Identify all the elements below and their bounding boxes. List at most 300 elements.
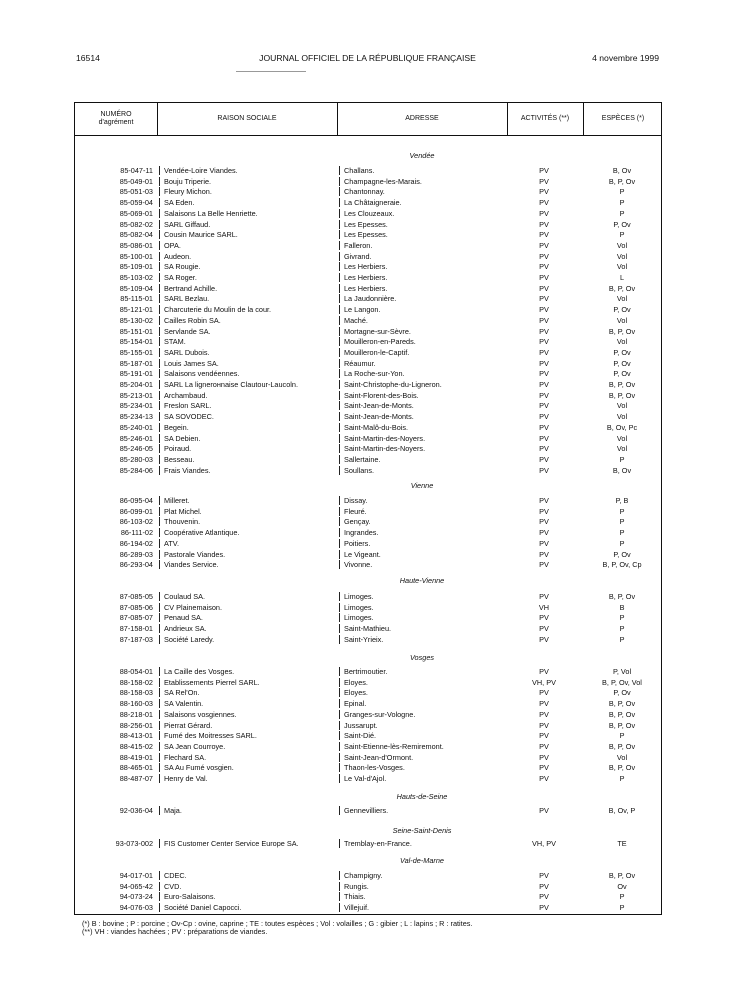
address: Thiais. bbox=[339, 892, 366, 901]
agrement-number: 85-154-01 bbox=[119, 337, 153, 347]
agrement-number: 85-121-01 bbox=[119, 305, 153, 315]
address: Mouilleron-en-Pareds. bbox=[339, 337, 416, 346]
agrement-number: 88-158-03 bbox=[119, 688, 153, 698]
address: Saint-Dié. bbox=[339, 731, 376, 740]
address: Limoges. bbox=[339, 603, 374, 612]
activities: PV bbox=[539, 401, 549, 411]
agrement-number: 85-155-01 bbox=[119, 347, 153, 357]
table-row bbox=[75, 539, 661, 550]
address: Bertrimoutier. bbox=[339, 667, 387, 676]
species: P bbox=[619, 634, 625, 644]
address: Granges-sur-Vologne. bbox=[339, 710, 415, 719]
table-row bbox=[75, 806, 661, 817]
company-name: Begein. bbox=[159, 423, 189, 432]
agrement-number: 88-415-02 bbox=[119, 741, 153, 751]
species: B, P, Ov bbox=[608, 871, 636, 880]
table-row bbox=[75, 721, 661, 732]
address: Gençay. bbox=[339, 517, 371, 526]
address: Ingrandes. bbox=[339, 528, 378, 537]
table-row bbox=[75, 550, 661, 561]
species: Vol bbox=[616, 444, 628, 454]
table-row bbox=[75, 359, 661, 370]
col-header-adresse: ADRESSE bbox=[405, 115, 439, 122]
address: Poitiers. bbox=[339, 539, 370, 548]
species: Vol bbox=[616, 752, 628, 762]
species: B, P, Ov bbox=[608, 380, 636, 389]
address: La Châtaigneraie. bbox=[339, 198, 402, 207]
activities: PV bbox=[539, 517, 549, 527]
address: Saint-Jean-de-Monts. bbox=[339, 401, 414, 410]
address: Tremblay-en-France. bbox=[339, 839, 412, 848]
address: Jussarupt. bbox=[339, 721, 378, 730]
table-row bbox=[75, 592, 661, 603]
address: Gennevilliers. bbox=[339, 806, 388, 815]
address: Chantonnay. bbox=[339, 187, 385, 196]
agrement-number: 87-085-06 bbox=[119, 602, 153, 612]
address: Les Epesses. bbox=[339, 230, 388, 239]
agrement-number: 85-082-04 bbox=[119, 230, 153, 240]
species: B, Ov, P bbox=[608, 806, 636, 815]
species: P bbox=[619, 506, 625, 516]
agrement-number: 85-246-05 bbox=[119, 444, 153, 454]
address: Mouilleron-le-Captif. bbox=[339, 348, 409, 357]
footnote-activities: (**) VH : viandes hachées ; PV : préparations de viandes. bbox=[82, 927, 268, 936]
agrement-number: 85-109-01 bbox=[119, 262, 153, 272]
table-row bbox=[75, 220, 661, 231]
issue-date: 4 novembre 1999 bbox=[592, 53, 659, 63]
table-row bbox=[75, 871, 661, 882]
agrement-number: 85-069-01 bbox=[119, 208, 153, 218]
agrement-number: 85-049-01 bbox=[119, 176, 153, 186]
species: B, P, Ov, Vol bbox=[602, 677, 642, 687]
agrement-number: 85-204-01 bbox=[119, 380, 153, 389]
agrement-number: 88-158-02 bbox=[119, 677, 153, 687]
table-row bbox=[75, 882, 661, 893]
agrement-number: 85-130-02 bbox=[119, 315, 153, 325]
activities: PV bbox=[539, 699, 549, 709]
species: P bbox=[619, 613, 625, 623]
table-row bbox=[75, 455, 661, 466]
address: Limoges. bbox=[339, 613, 374, 622]
company-name: SARL La lignerонnaise Clautour-Laucoln. bbox=[159, 380, 298, 389]
agrement-number: 85-082-02 bbox=[119, 219, 153, 229]
agrement-number: 88-256-01 bbox=[119, 720, 153, 730]
company-name: Milleret. bbox=[159, 496, 190, 505]
activities: PV bbox=[539, 412, 549, 422]
table-row bbox=[75, 560, 661, 571]
table-row bbox=[75, 466, 661, 477]
company-name: Salaisons vosgiennes. bbox=[159, 710, 237, 719]
agrement-number: 85-051-03 bbox=[119, 187, 153, 197]
company-name: CV Plainemaison. bbox=[159, 603, 222, 612]
company-name: Servlande SA. bbox=[159, 327, 211, 336]
table-row bbox=[75, 284, 661, 295]
address: Saint-Martin-des-Noyers. bbox=[339, 444, 425, 453]
table-row bbox=[75, 187, 661, 198]
activities: PV bbox=[539, 337, 549, 347]
address: Saint-Christophe-du-Ligneron. bbox=[339, 380, 442, 389]
address: Les Epesses. bbox=[339, 220, 388, 229]
agrement-number: 85-187-01 bbox=[119, 358, 153, 368]
activities: PV bbox=[539, 251, 549, 261]
section-title: Val-de-Marne bbox=[400, 856, 444, 865]
company-name: Fumé des Moitresses SARL. bbox=[159, 731, 257, 740]
species: Vol bbox=[616, 262, 628, 272]
table-row bbox=[75, 774, 661, 785]
agrement-number: 93-073-002 bbox=[115, 839, 153, 848]
agrement-number: 85-151-01 bbox=[119, 326, 153, 336]
species: B, P, Ov bbox=[608, 720, 636, 730]
species: Vol bbox=[616, 401, 628, 411]
company-name: Freslon SARL. bbox=[159, 401, 211, 410]
address: Villejuif. bbox=[339, 903, 369, 912]
company-name: Vendée-Loire Viandes. bbox=[159, 166, 238, 175]
company-name: Flechard SA. bbox=[159, 753, 206, 762]
company-name: ATV. bbox=[159, 539, 179, 548]
activities: PV bbox=[539, 208, 549, 218]
company-name: Euro-Salaisons. bbox=[159, 892, 216, 901]
table-row bbox=[75, 337, 661, 348]
activities: PV bbox=[539, 198, 549, 208]
table-row bbox=[75, 412, 661, 423]
activities: PV bbox=[539, 667, 549, 676]
col-header-numero bbox=[75, 103, 157, 135]
agrement-number: 85-213-01 bbox=[119, 390, 153, 400]
agrement-number: 94-073-24 bbox=[119, 892, 153, 902]
species: P bbox=[619, 454, 625, 464]
address: Champagne-les-Marais. bbox=[339, 177, 422, 186]
company-name: Fleury Michon. bbox=[159, 187, 212, 196]
species: B, Ov bbox=[612, 166, 632, 175]
table-row bbox=[75, 903, 661, 914]
table-row bbox=[75, 209, 661, 220]
address: Epinal. bbox=[339, 699, 366, 708]
activities: PV bbox=[539, 881, 549, 891]
address: Eloyes. bbox=[339, 678, 368, 687]
table-header bbox=[75, 103, 661, 136]
species: B, P, Ov bbox=[608, 763, 636, 773]
section-title: Vendée bbox=[409, 151, 435, 160]
footnote-rule bbox=[74, 914, 662, 915]
agrement-number: 87-187-03 bbox=[119, 634, 153, 644]
table-row bbox=[75, 517, 661, 528]
species: P bbox=[619, 624, 625, 634]
address: Saint-Jean-de-Monts. bbox=[339, 412, 414, 421]
address: Thaon-les-Vosges. bbox=[339, 763, 405, 772]
table-row bbox=[75, 294, 661, 305]
species: B, P, Ov bbox=[608, 390, 636, 400]
species: B, P, Ov bbox=[608, 592, 636, 601]
agrement-number: 88-160-03 bbox=[119, 699, 153, 709]
company-name: Charcuterie du Moulin de la cour. bbox=[159, 305, 271, 314]
table-row bbox=[75, 401, 661, 412]
company-name: Louis James SA. bbox=[159, 359, 219, 368]
species: B, Ov bbox=[612, 465, 632, 475]
company-name: SA SOVODEC. bbox=[159, 412, 214, 421]
address: Champigny. bbox=[339, 871, 382, 880]
company-name: Archambaud. bbox=[159, 391, 207, 400]
table-row bbox=[75, 391, 661, 402]
company-name: Poiraud. bbox=[159, 444, 191, 453]
agrement-number: 94-065-42 bbox=[119, 881, 153, 891]
species: Vol bbox=[616, 433, 628, 443]
activities: PV bbox=[539, 358, 549, 368]
table-row bbox=[75, 613, 661, 624]
address: Saint-Malô-du-Bois. bbox=[339, 423, 408, 432]
page-header bbox=[76, 53, 659, 65]
address: Mortagne-sur-Sèvre. bbox=[339, 327, 411, 336]
agrement-number: 87-085-07 bbox=[119, 613, 153, 623]
address: Réaumur. bbox=[339, 359, 376, 368]
species: B, P, Ov bbox=[608, 699, 636, 709]
activities: PV bbox=[539, 176, 549, 186]
address: Le Val-d'Ajol. bbox=[339, 774, 386, 783]
activities: PV bbox=[539, 592, 549, 601]
company-name: SARL Bezlau. bbox=[159, 294, 209, 303]
table-row bbox=[75, 348, 661, 359]
table-row bbox=[75, 496, 661, 507]
activities: VH bbox=[538, 602, 550, 612]
company-name: Penaud SA. bbox=[159, 613, 203, 622]
company-name: Société Daniel Capocci. bbox=[159, 903, 241, 912]
table-row bbox=[75, 710, 661, 721]
species: P, Ov bbox=[613, 219, 631, 229]
species: B, Ov, Pc bbox=[606, 422, 638, 432]
company-name: Cailles Robin SA. bbox=[159, 316, 221, 325]
activities: PV bbox=[539, 720, 549, 730]
company-name: Besseau. bbox=[159, 455, 194, 464]
page-number: 16514 bbox=[76, 53, 100, 63]
address: Vivonne. bbox=[339, 560, 372, 569]
company-name: Thouvenin. bbox=[159, 517, 200, 526]
company-name: SA Roger. bbox=[159, 273, 197, 282]
company-name: SA Jean Courroye. bbox=[159, 742, 225, 751]
table-row bbox=[75, 742, 661, 753]
table-row bbox=[75, 369, 661, 380]
address: Saint-Etienne-lès-Remiremont. bbox=[339, 742, 444, 751]
approval-table bbox=[74, 102, 662, 915]
activities: PV bbox=[539, 454, 549, 464]
species: P, Ov bbox=[613, 305, 631, 315]
table-row bbox=[75, 423, 661, 434]
activities: PV bbox=[539, 444, 549, 454]
agrement-number: 87-085-05 bbox=[119, 592, 153, 601]
table-row bbox=[75, 688, 661, 699]
company-name: Coopérative Atlantique. bbox=[159, 528, 239, 537]
activities: PV bbox=[539, 369, 549, 379]
species: P, Ov bbox=[613, 347, 631, 357]
species: TE bbox=[617, 839, 627, 848]
species: Vol bbox=[616, 315, 628, 325]
agrement-number: 88-487-07 bbox=[119, 774, 153, 783]
table-row bbox=[75, 166, 661, 177]
activities: VH, PV bbox=[532, 839, 556, 848]
table-row bbox=[75, 230, 661, 241]
address: Saint-Jean-d'Ormont. bbox=[339, 753, 413, 762]
table-row bbox=[75, 241, 661, 252]
species: B, P, Ov bbox=[608, 326, 636, 336]
species: P bbox=[619, 538, 625, 548]
activities: PV bbox=[539, 230, 549, 240]
activities: PV bbox=[539, 506, 549, 516]
agrement-number: 87-158-01 bbox=[119, 624, 153, 634]
species: Vol bbox=[616, 337, 628, 347]
species: Vol bbox=[616, 412, 628, 422]
address: Givrand. bbox=[339, 252, 372, 261]
activities: PV bbox=[539, 806, 549, 815]
company-name: FIS Customer Center Service Europe SA. bbox=[159, 839, 299, 848]
activities: VH, PV bbox=[532, 677, 556, 687]
table-row bbox=[75, 699, 661, 710]
species: Vol bbox=[616, 251, 628, 261]
agrement-number: 88-465-01 bbox=[119, 763, 153, 773]
footnote-species: (*) B : bovine ; P : porcine ; Ov-Cp : ovine, caprine ; TE : toutes espèces ; Vol : volailles ; G : gibier ; L : lapins ; R : ratites. bbox=[82, 919, 473, 928]
section-title: Haute-Vienne bbox=[399, 576, 445, 585]
activities: PV bbox=[539, 688, 549, 698]
activities: PV bbox=[539, 187, 549, 197]
col-header-numero-label: NUMÉRO d'agrément bbox=[98, 111, 134, 126]
agrement-number: 85-240-01 bbox=[119, 422, 153, 432]
company-name: SARL Giffaud. bbox=[159, 220, 210, 229]
company-name: Pierrat Gérard. bbox=[159, 721, 212, 730]
activities: PV bbox=[539, 465, 549, 475]
company-name: Salaisons La Belle Henriette. bbox=[159, 209, 258, 218]
agrement-number: 92-036-04 bbox=[119, 806, 153, 815]
species: Vol bbox=[616, 294, 628, 304]
agrement-number: 86-194-02 bbox=[119, 538, 153, 548]
activities: PV bbox=[539, 305, 549, 315]
species: P bbox=[619, 198, 625, 208]
agrement-number: 86-111-02 bbox=[120, 528, 153, 538]
table-row bbox=[75, 273, 661, 284]
species: P, B bbox=[615, 496, 629, 505]
activities: PV bbox=[539, 166, 549, 175]
species: P bbox=[619, 528, 625, 538]
species: B, P, Ov bbox=[608, 176, 636, 186]
species: P bbox=[619, 230, 625, 240]
species: Ov bbox=[617, 881, 627, 891]
species: P bbox=[619, 187, 625, 197]
address: Les Herbiers. bbox=[339, 284, 387, 293]
agrement-number: 88-054-01 bbox=[119, 667, 153, 676]
activities: PV bbox=[539, 613, 549, 623]
company-name: La Caille des Vosges. bbox=[159, 667, 234, 676]
agrement-number: 85-059-04 bbox=[119, 198, 153, 208]
agrement-number: 85-191-01 bbox=[119, 369, 153, 379]
company-name: STAM. bbox=[159, 337, 186, 346]
address: Saint-Florent-des-Bois. bbox=[339, 391, 419, 400]
address: Challans. bbox=[339, 166, 374, 175]
agrement-number: 85-280-03 bbox=[119, 454, 153, 464]
activities: PV bbox=[539, 390, 549, 400]
table-row bbox=[75, 731, 661, 742]
species: P, Ov bbox=[613, 688, 631, 698]
agrement-number: 86-099-01 bbox=[119, 506, 153, 516]
address: Saint-Yrieix. bbox=[339, 635, 383, 644]
table-row bbox=[75, 252, 661, 263]
address: Les Herbiers. bbox=[339, 262, 387, 271]
table-row bbox=[75, 839, 661, 850]
address: Fleuré. bbox=[339, 507, 367, 516]
company-name: Audeon. bbox=[159, 252, 191, 261]
address: La Roche-sur-Yon. bbox=[339, 369, 405, 378]
table-row bbox=[75, 177, 661, 188]
activities: PV bbox=[539, 262, 549, 272]
species: P bbox=[619, 517, 625, 527]
agrement-number: 86-103-02 bbox=[119, 517, 153, 527]
agrement-number: 85-115-01 bbox=[120, 294, 153, 304]
species: P, Vol bbox=[612, 667, 632, 676]
address: Rungis. bbox=[339, 882, 369, 891]
address: Saint-Mathieu. bbox=[339, 624, 391, 633]
activities: PV bbox=[539, 315, 549, 325]
address: Dissay. bbox=[339, 496, 367, 505]
table-row bbox=[75, 316, 661, 327]
header-rule bbox=[236, 71, 306, 72]
agrement-number: 86-293-04 bbox=[119, 560, 153, 570]
address: Soullans. bbox=[339, 466, 374, 475]
company-name: Salaisons vendéennes. bbox=[159, 369, 239, 378]
company-name: SA Rel'On. bbox=[159, 688, 199, 697]
company-name: Coulaud SA. bbox=[159, 592, 205, 601]
company-name: Pastorale Viandes. bbox=[159, 550, 225, 559]
agrement-number: 85-086-01 bbox=[119, 240, 153, 250]
company-name: CVD. bbox=[159, 882, 181, 891]
activities: PV bbox=[539, 752, 549, 762]
table-row bbox=[75, 678, 661, 689]
address: Les Herbiers. bbox=[339, 273, 387, 282]
agrement-number: 85-103-02 bbox=[119, 273, 153, 282]
company-name: SARL Dubois. bbox=[159, 348, 210, 357]
activities: PV bbox=[539, 892, 549, 902]
address: Falleron. bbox=[339, 241, 372, 250]
table-row bbox=[75, 667, 661, 678]
company-name: Henry de Val. bbox=[159, 774, 208, 783]
activities: PV bbox=[539, 422, 549, 432]
address: Les Clouzeaux. bbox=[339, 209, 394, 218]
address: Eloyes. bbox=[339, 688, 368, 697]
species: B, P, Ov bbox=[608, 709, 636, 719]
activities: PV bbox=[539, 741, 549, 751]
agrement-number: 85-246-01 bbox=[119, 433, 153, 443]
address: Le Langon. bbox=[339, 305, 381, 314]
agrement-number: 85-234-13 bbox=[119, 412, 153, 422]
table-row bbox=[75, 635, 661, 646]
agrement-number: 86-095-04 bbox=[119, 496, 153, 505]
company-name: Maja. bbox=[159, 806, 182, 815]
col-header-activites: ACTIVITÉS (**) bbox=[520, 115, 570, 122]
species: P, Ov bbox=[613, 369, 631, 379]
agrement-number: 94-017-01 bbox=[119, 871, 153, 880]
company-name: SA Debien. bbox=[159, 434, 201, 443]
company-name: SA Rougie. bbox=[159, 262, 201, 271]
activities: PV bbox=[539, 240, 549, 250]
agrement-number: 94-076-03 bbox=[119, 903, 153, 913]
company-name: SA Eden. bbox=[159, 198, 194, 207]
agrement-number: 85-100-01 bbox=[119, 251, 153, 261]
company-name: SA Au Fumé vosgien. bbox=[159, 763, 234, 772]
table-row bbox=[75, 892, 661, 903]
activities: PV bbox=[539, 433, 549, 443]
company-name: OPA. bbox=[159, 241, 181, 250]
address: Saint-Martin-des-Noyers. bbox=[339, 434, 425, 443]
agrement-number: 88-218-01 bbox=[119, 709, 153, 719]
agrement-number: 88-419-01 bbox=[119, 752, 153, 762]
table-row bbox=[75, 507, 661, 518]
company-name: Bertrand Achille. bbox=[159, 284, 217, 293]
table-row bbox=[75, 262, 661, 273]
col-header-especes: ESPÈCES (*) bbox=[601, 115, 645, 122]
